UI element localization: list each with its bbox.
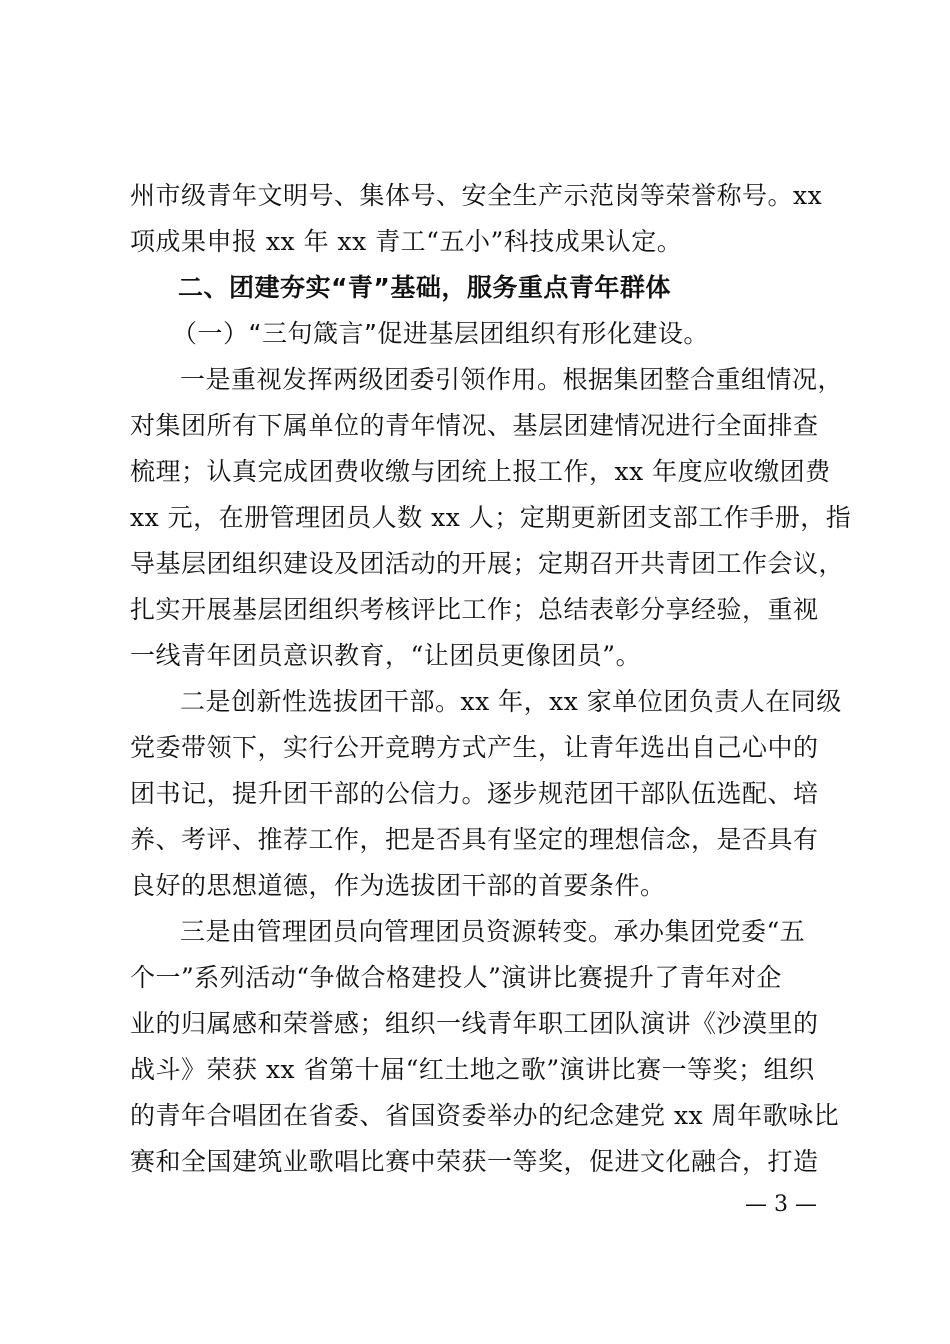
paragraph-line: 战斗》荣获 xx 省第十届“红土地之歌”演讲比赛一等奖；组织 — [130, 1055, 815, 1084]
paragraph-line: 扎实开展基层团组织考核评比工作；总结表彰分享经验，重视 — [130, 595, 819, 624]
paragraph-line: xx 元，在册管理团员人数 xx 人；定期更新团支部工作手册，指 — [130, 503, 852, 532]
paragraph-line: 一是重视发挥两级团委引领作用。根据集团整合重组情况， — [180, 365, 844, 394]
paragraph-line: 个一”系列活动“争做合格建投人”演讲比赛提升了青年对企 — [130, 963, 782, 992]
paragraph-line: 团书记，提升团干部的公信力。逐步规范团干部队伍选配、培 — [130, 779, 819, 808]
paragraph-line: 项成果申报 xx 年 xx 青工“五小”科技成果认定。 — [130, 227, 683, 256]
paragraph-line: 一线青年团员意识教育，“让团员更像团员”。 — [130, 641, 642, 670]
page-number: — 3 — — [745, 1192, 817, 1217]
paragraph-line: 的青年合唱团在省委、省国资委举办的纪念建党 xx 周年歌咏比 — [130, 1101, 840, 1130]
paragraph-line: 业的归属感和荣誉感；组织一线青年职工团队演讲《沙漠里的 — [130, 1009, 819, 1038]
paragraph-line: 党委带领下，实行公开竞聘方式产生，让青年选出自己心中的 — [130, 733, 819, 762]
paragraph-line: 二是创新性选拔团干部。xx 年，xx 家单位团负责人在同级 — [180, 687, 842, 716]
paragraph-line: 养、考评、推荐工作，把是否具有坚定的理想信念，是否具有 — [130, 825, 819, 854]
paragraph-line: 良好的思想道德，作为选拔团干部的首要条件。 — [130, 871, 666, 900]
paragraph-line: 导基层团组织建设及团活动的开展；定期召开共青团工作会议， — [130, 549, 845, 578]
paragraph-line: 赛和全国建筑业歌唱比赛中荣获一等奖，促进文化融合，打造 — [130, 1147, 819, 1176]
paragraph-line: 州市级青年文明号、集体号、安全生产示范岗等荣誉称号。xx — [130, 181, 823, 210]
subsection-heading: （一）“三句箴言”促进基层团组织有形化建设。 — [172, 319, 709, 348]
section-heading: 二、团建夯实“青”基础，服务重点青年群体 — [178, 273, 671, 302]
paragraph-line: 梳理；认真完成团费收缴与团统上报工作，xx 年度应收缴团费 — [130, 457, 831, 486]
paragraph-line: 对集团所有下属单位的青年情况、基层团建情况进行全面排查 — [130, 411, 819, 440]
paragraph-line: 三是由管理团员向管理团员资源转变。承办集团党委“五 — [180, 917, 806, 946]
